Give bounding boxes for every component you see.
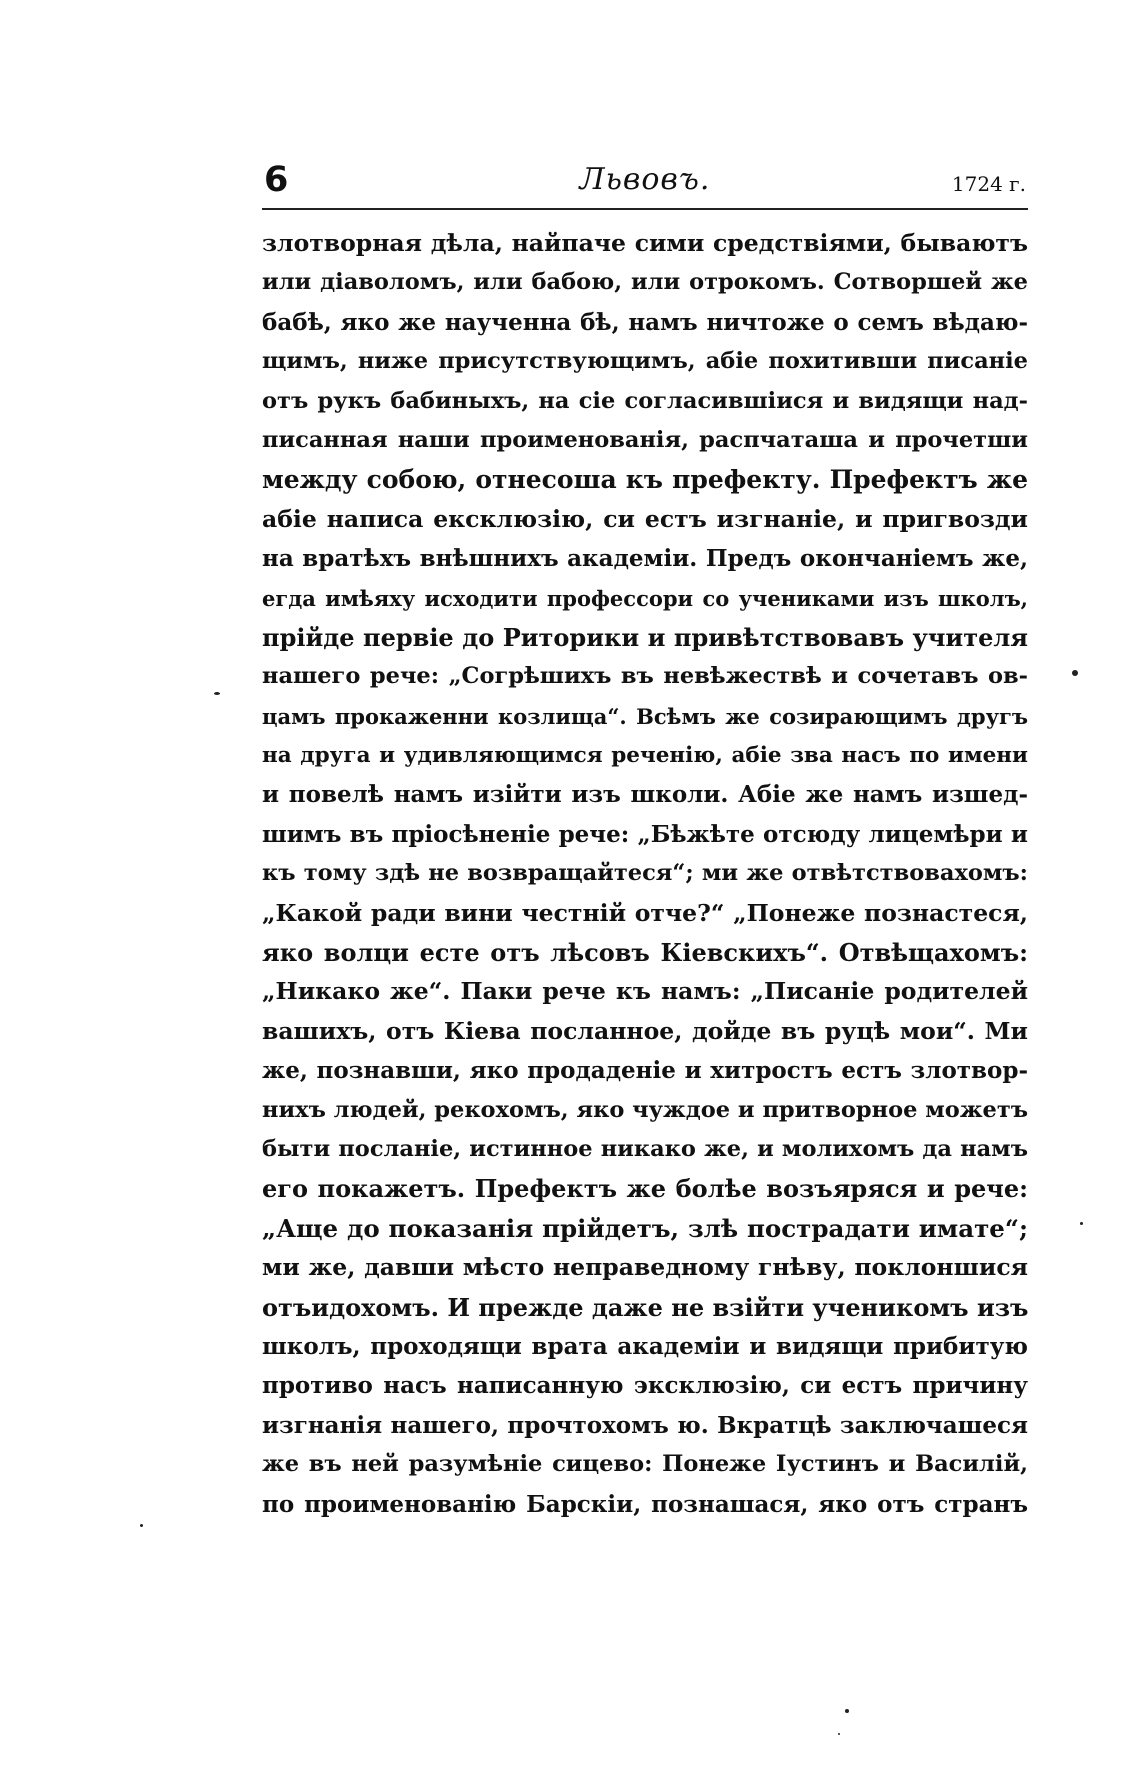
text-line: его покажетъ. Префектъ же болѣе возъяряся и рече: (262, 1174, 1028, 1204)
text-line: бабѣ, яко же наученна бѣ, намъ ничтоже о семъ вѣдаю- (262, 308, 1028, 336)
text-line: школъ, проходящи врата академіи и видящи прибитую (262, 1332, 1028, 1360)
text-line: быти посланіе, истинное никако же, и молихомъ да намъ (262, 1135, 1028, 1162)
text-line: на вратѣхъ внѣшнихъ академіи. Предъ окончаніемъ же, (262, 545, 1028, 573)
text-line: злотворная дѣла, найпаче сими средствіями, бываютъ (262, 229, 1028, 257)
page-header (264, 158, 1026, 204)
text-line: цамъ прокаженни козлища“. Всѣмъ же созирающимъ другъ (262, 703, 1028, 729)
scan-speck (140, 1524, 143, 1527)
text-line: же въ ней разумѣніе сицево: Понеже Іустинъ и Василій, (262, 1451, 1028, 1478)
scan-speck (1080, 1222, 1083, 1225)
text-line: къ тому здѣ не возвращайтеся“; ми же отвѣтствовахомъ: (262, 860, 1028, 887)
text-line: нихъ людей, рекохомъ, яко чуждое и притворное можетъ (262, 1096, 1028, 1123)
scan-speck (1072, 670, 1078, 676)
scan-speck (214, 692, 220, 695)
text-line: „Никако же“. Паки рече къ намъ: „Писаніе родителей (262, 977, 1028, 1006)
text-line: вашихъ, отъ Кіева посланное, дойде въ руцѣ мои“. Ми (262, 1016, 1028, 1045)
text-line: и повелѣ намъ изійти изъ школи. Абіе же намъ изшед- (262, 781, 1028, 809)
text-line: „Какой ради вини честній отче?“ „Понеже познастеся, (262, 898, 1028, 927)
text-body (262, 224, 1028, 1524)
text-line: отъидохомъ. И прежде даже не взійти ученикомъ изъ (262, 1292, 1028, 1322)
scan-speck (838, 1733, 840, 1735)
text-line: изгнанія нашего, прочтохомъ ю. Вкратцѣ заключашеся (262, 1411, 1028, 1439)
year-label: 1724 г. (951, 172, 1026, 196)
text-line: или діаволомъ, или бабою, или отрокомъ. Сотворшей же (262, 269, 1028, 296)
text-line: „Аще до показанія прійдетъ, злѣ пострадати имате“; (262, 1213, 1028, 1243)
text-line: отъ рукъ бабиныхъ, на сіе согласившіися и видящи над- (262, 387, 1028, 414)
text-line: на друга и удивляющимся реченію, абіе зва насъ по имени (262, 743, 1028, 769)
header-rule (262, 208, 1028, 210)
running-title: Львовъ. (579, 162, 711, 197)
text-line: прійде первіе до Риторики и привѣтствовавъ учителя (262, 622, 1028, 652)
text-line: по проименованію Барскіи, познашася, яко отъ странъ (262, 1490, 1028, 1518)
text-line: нашего рече: „Согрѣшихъ въ невѣжествѣ и сочетавъ ов- (262, 663, 1028, 690)
text-line: противо насъ написанную эксклюзію, си естъ причину (262, 1372, 1028, 1400)
text-line: егда имѣяху исходити профессори со учениками изъ школъ, (262, 585, 1028, 611)
text-line: абіе написа ексклюзію, си естъ изгнаніе, и пригвозди (262, 504, 1028, 533)
scan-speck (845, 1709, 849, 1713)
text-line: между собою, отнесоша къ префекту. Префектъ же (262, 465, 1028, 495)
text-line: шимъ въ пріосѣненіе рече: „Бѣжѣте отсюду лицемѣри и (262, 820, 1028, 848)
page-number: 6 (264, 160, 289, 200)
text-line: яко волци есте отъ лѣсовъ Кіевскихъ“. Отвѣщахомъ: (262, 938, 1028, 968)
text-line: писанная наши проименованія, распчаташа и прочетши (262, 426, 1028, 453)
text-line: щимъ, ниже присутствующимъ, абіе похитивши писаніе (262, 348, 1028, 375)
text-line: ми же, давши мѣсто неправедному гнѣву, поклоншися (262, 1253, 1028, 1282)
text-line: же, познавши, яко продаденіе и хитростъ естъ злотвор- (262, 1057, 1028, 1085)
